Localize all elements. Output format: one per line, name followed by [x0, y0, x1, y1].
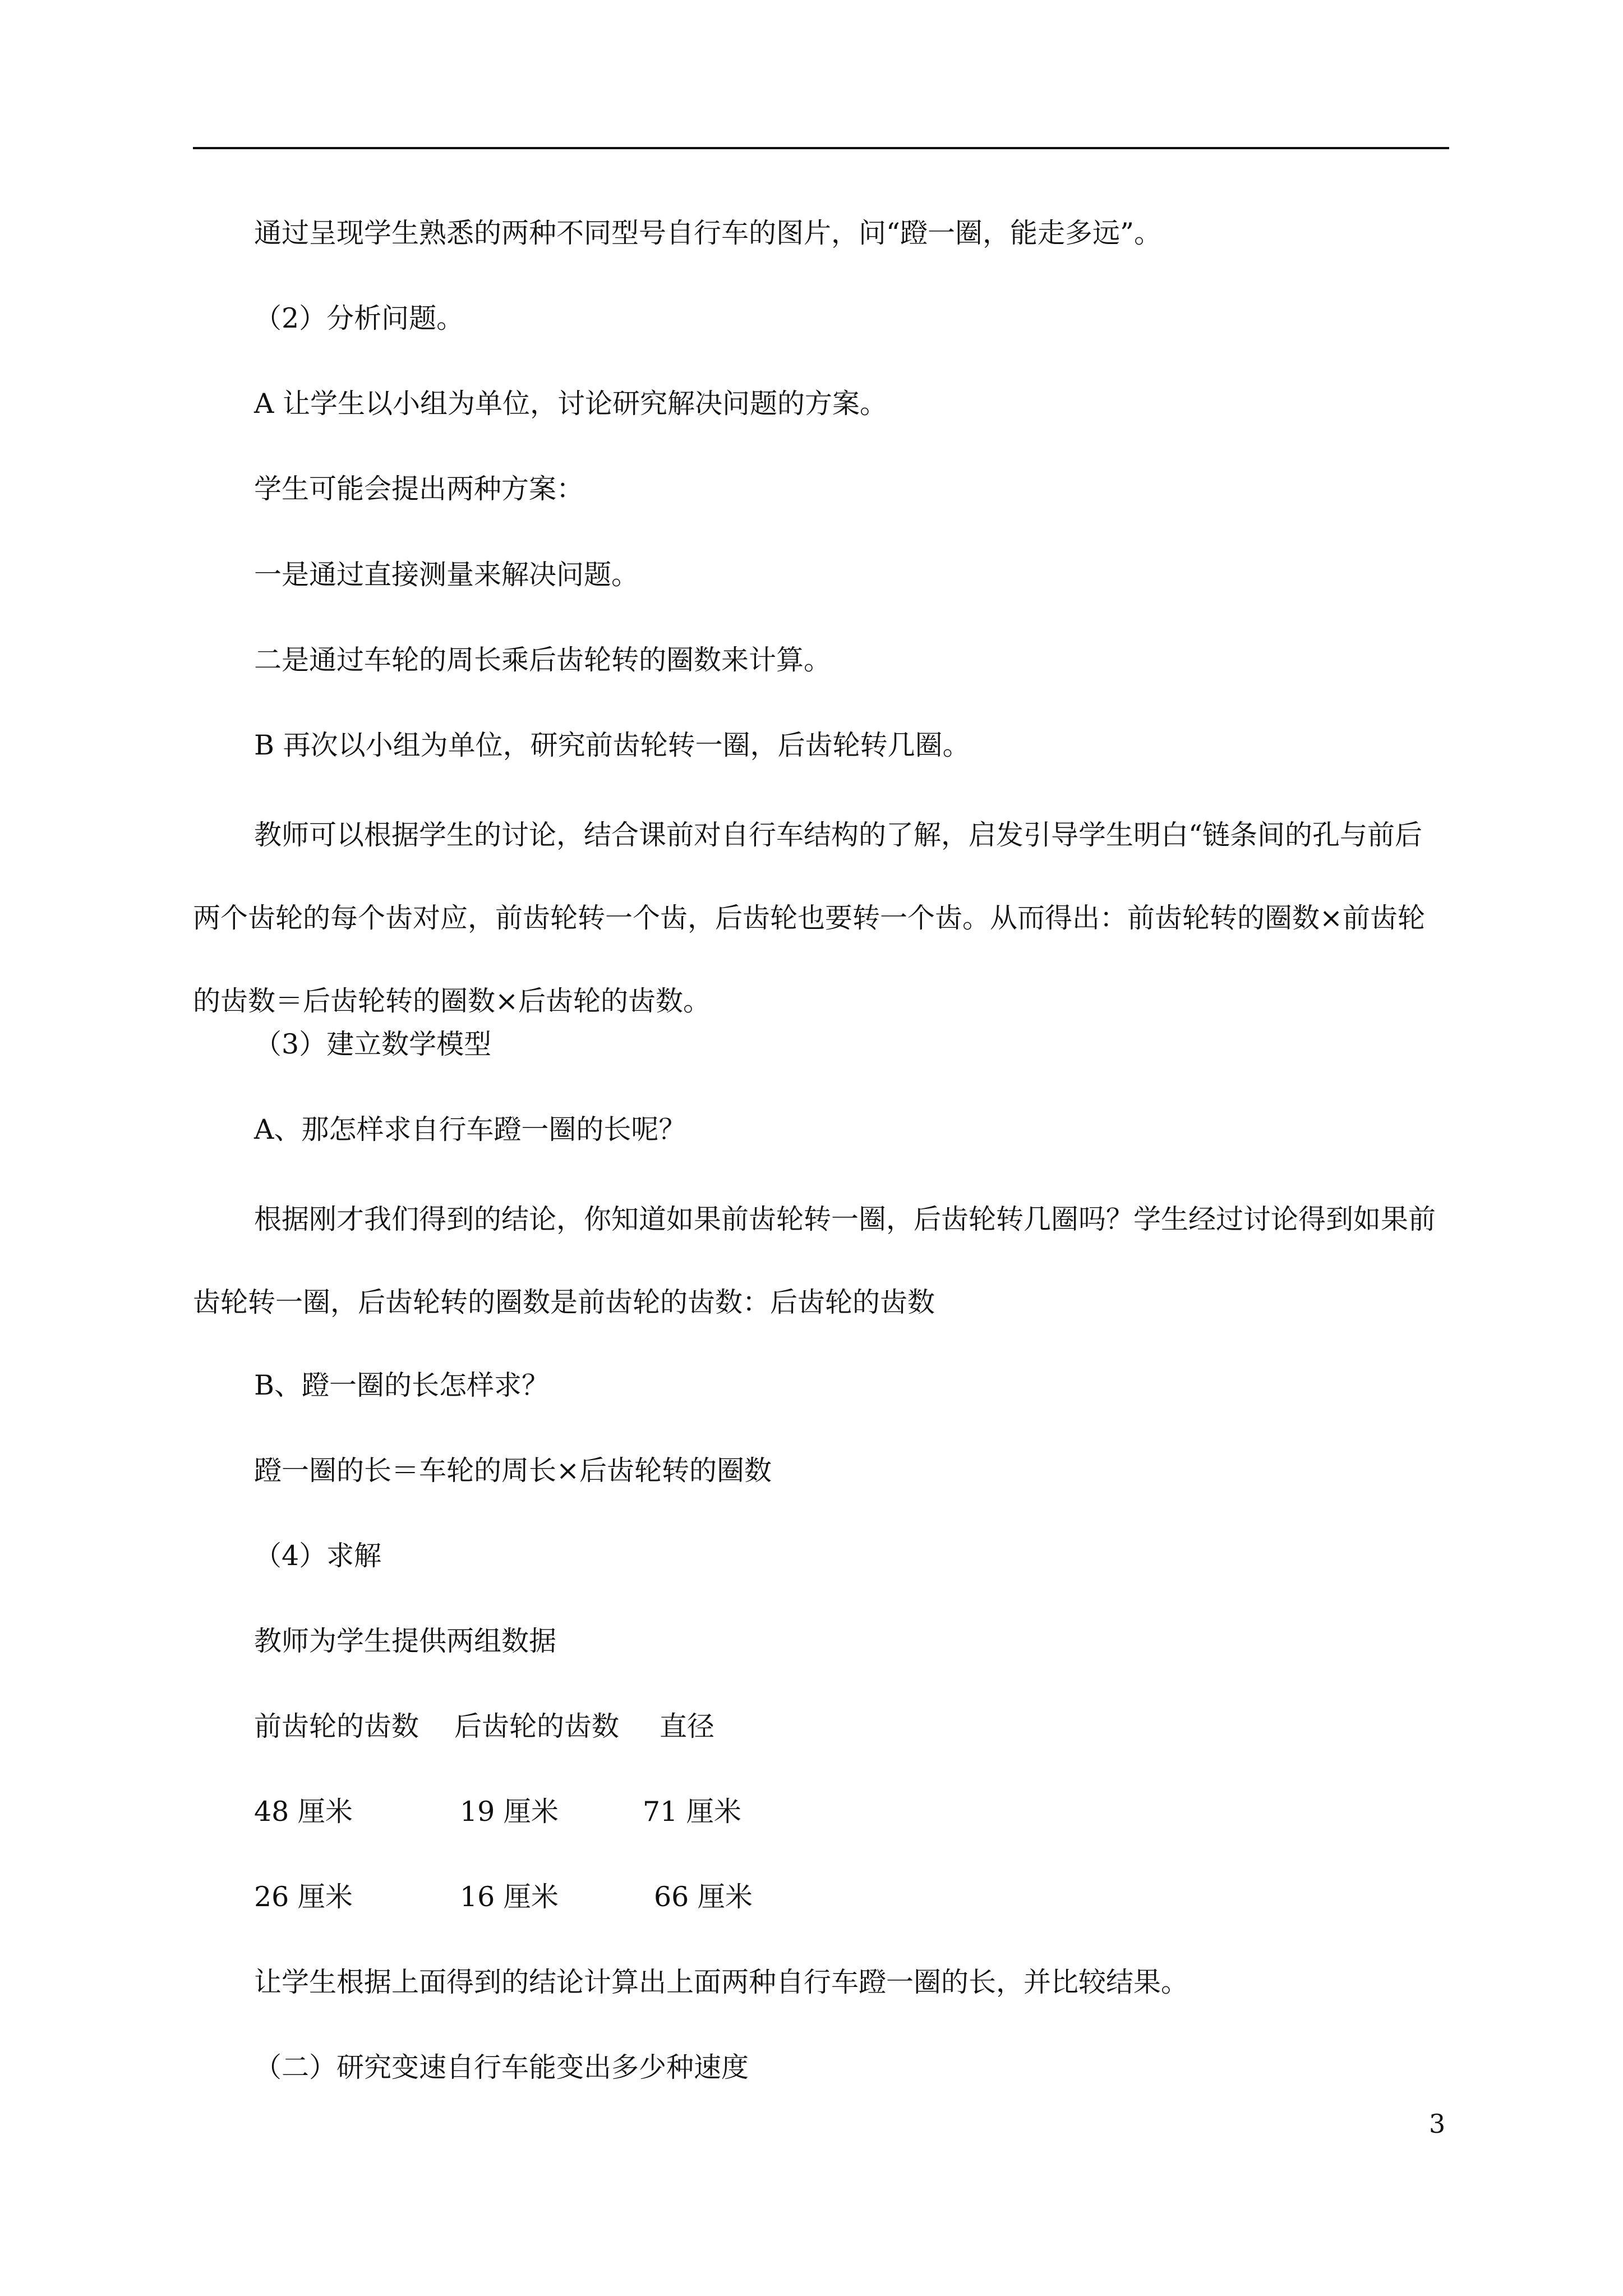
table-cell: 71 厘米	[643, 1796, 741, 1828]
table-header-rear-teeth: 后齿轮的齿数	[454, 1710, 620, 1742]
paragraph-compare: 让学生根据上面得到的结论计算出上面两种自行车蹬一圈的长，并比较结果。	[254, 1966, 1189, 1998]
paragraph-a-question: A、那怎样求自行车蹬一圈的长呢？	[254, 1114, 686, 1145]
paragraph-plan-one: 一是通过直接测量来解决问题。	[254, 559, 639, 591]
table-header-front-teeth: 前齿轮的齿数	[254, 1710, 419, 1742]
paragraph-b-question: B、蹬一圈的长怎样求？	[254, 1369, 550, 1401]
paragraph-teacher-guide: 教师可以根据学生的讨论，结合课前对自行车结构的了解，启发引导学生明白“链条间的孔与前后两个齿轮的每个齿对应，前齿轮转一个齿，后齿轮也要转一个齿。从而得出：前齿轮转的圈数×前齿轮的齿数＝后齿轮转的圈数×后齿轮的齿数。	[193, 819, 1426, 1017]
heading-gear-speeds: （二）研究变速自行车能变出多少种速度	[254, 2051, 749, 2083]
paragraph-intro: 通过呈现学生熟悉的两种不同型号自行车的图片，问“蹬一圈，能走多远”。	[254, 217, 1162, 249]
paragraph-b-group: B 再次以小组为单位，研究前齿轮转一圈，后齿轮转几圈。	[254, 729, 970, 761]
paragraph-data-intro: 教师为学生提供两组数据	[254, 1625, 557, 1657]
paragraph-a-group: A 让学生以小组为单位，讨论研究解决问题的方案。	[254, 388, 887, 420]
page-number: 3	[1429, 2109, 1446, 2139]
table-header-diameter: 直径	[660, 1710, 715, 1742]
table-cell: 19 厘米	[460, 1796, 559, 1828]
heading-analyze: （2）分析问题。	[254, 302, 464, 334]
paragraph-conclusion: 根据刚才我们得到的结论，你知道如果前齿轮转一圈，后齿轮转几圈吗？学生经过讨论得到如果前齿轮转一圈，后齿轮转的圈数是前齿轮的齿数：后齿轮的齿数	[193, 1203, 1436, 1318]
table-cell: 26 厘米	[254, 1881, 353, 1913]
paragraph-two-plans: 学生可能会提出两种方案：	[254, 473, 584, 505]
header-rule	[193, 147, 1449, 149]
paragraph-plan-two: 二是通过车轮的周长乘后齿轮转的圈数来计算。	[254, 644, 832, 676]
heading-solve: （4）求解	[254, 1540, 382, 1572]
table-cell: 16 厘米	[460, 1881, 559, 1913]
paragraph-formula: 蹬一圈的长＝车轮的周长×后齿轮转的圈数	[254, 1455, 772, 1487]
table-cell: 66 厘米	[654, 1881, 753, 1913]
heading-model: （3）建立数学模型	[254, 1028, 492, 1060]
table-cell: 48 厘米	[254, 1796, 353, 1828]
